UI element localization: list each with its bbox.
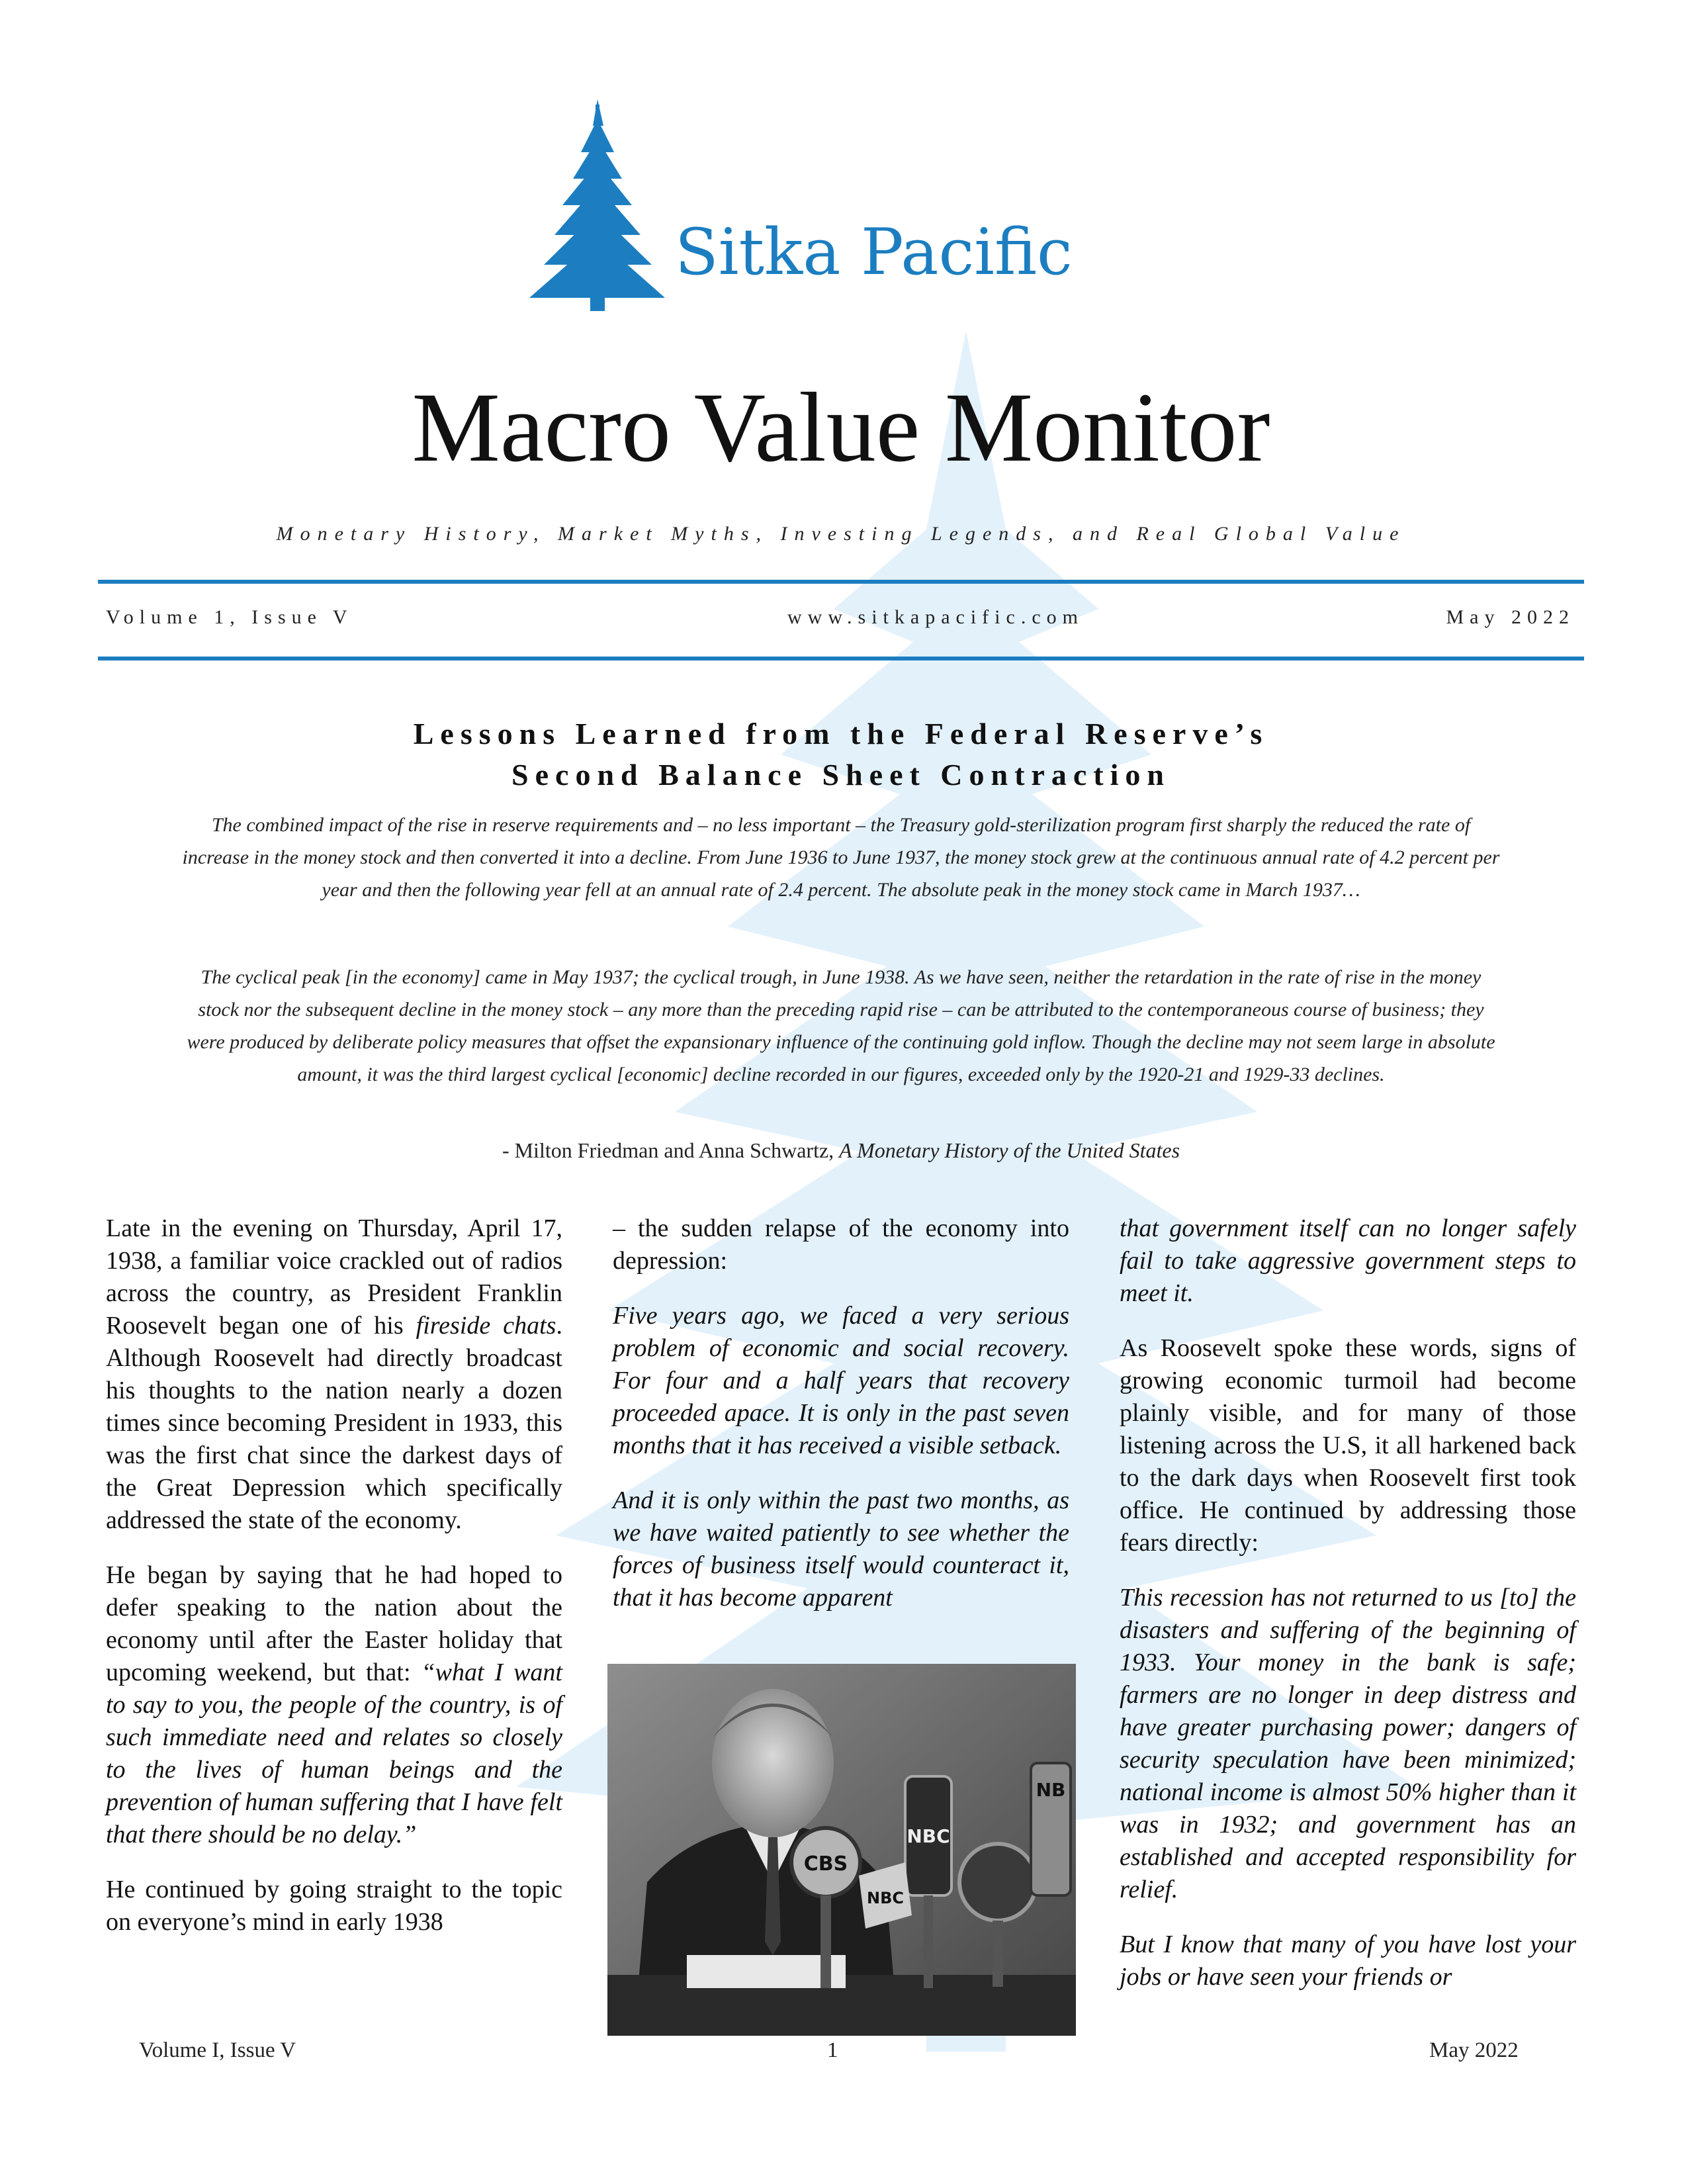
mic-label-nbc: NBC <box>907 1825 950 1847</box>
footer-page-number: 1 <box>827 2038 838 2062</box>
mic-label-nb: NB <box>1036 1779 1066 1801</box>
text-run: . Although Roosevelt had directly broadcast his thoughts to the nation nearly a dozen times since becoming President in 1933, this was the first chat since the darkest days of the Great Depression which specifically addressed the state of the economy. <box>106 1312 562 1534</box>
mic-label-nbc-2: NBC <box>867 1889 904 1907</box>
website: www.sitkapacific.com <box>787 606 1084 628</box>
text-run: He began by saying that he had hoped to defer speaking to the nation about the economy until after the Easter holiday that upcoming weekend, but that: <box>106 1561 562 1686</box>
body-paragraph: He continued by going straight to the topic on everyone’s mind in early 1938 <box>106 1876 562 1936</box>
speech-excerpt: And it is only within the past two months, as we have waited patiently to see whether the forces of business itself would counteract it, that it has become apparent <box>613 1486 1069 1612</box>
body-paragraph: As Roosevelt spoke these words, signs of growing economic turmoil had become plainly visible, and for many of those listening across the U.S, it all harkened back to the dark days when Roosevelt first took office. He continued by addressing those fears directly: <box>1120 1334 1576 1557</box>
quote-attribution <box>0 1138 1682 1163</box>
bottom-divider <box>98 657 1584 660</box>
speech-excerpt: that government itself can no longer safely fail to take aggressive government steps to meet it. <box>1120 1214 1576 1307</box>
issue-info-bar <box>106 606 1575 633</box>
article-title-line-2: Second Balance Sheet Contraction <box>511 758 1171 792</box>
footer-volume: Volume I, Issue V <box>139 2038 296 2062</box>
quote-paragraph-2: The cyclical peak [in the economy] came in May 1937; the cyclical trough, in June 1938. As we have seen, neither the retardation in the rate of rise in the money stock nor the subsequent decline in the money stock – any more than the preceding rapid rise – can be attributed to the contemporaneous course of business; they were produced by deliberate policy measures that offset the expansionary influence of the continuing gold inflow. Though the decline may not seem large in absolute amount, it was the third largest cyclical [economic] decline recorded in our figures, exceeded only by the 1920-21 and 1929-33 declines. <box>187 966 1495 1085</box>
emphasis: “what I want to say to you, the people of the country, is of such immediate need and relates so closely to the lives of human beings and the prevention of human suffering that I have felt that there should be no delay.” <box>106 1659 562 1848</box>
roosevelt-photo <box>607 1664 1076 2036</box>
mic-label-cbs: CBS <box>803 1852 848 1876</box>
speech-excerpt: Five years ago, we faced a very serious problem of economic and social recovery. For four and a half years that recovery proceeded apace. It is only in the past seven months that it has received a visible setback. <box>613 1302 1069 1459</box>
column-2 <box>613 1212 1069 1637</box>
logo <box>529 99 1125 318</box>
column-1 <box>106 1212 562 1961</box>
quote-paragraph-1: The combined impact of the rise in reserve requirements and – no less important – the Treasury gold-sterilization program first sharply the reduced the rate of increase in the money stock and then converted it into a decline. From June 1936 to June 1937, the money stock grew at the continuous annual rate of 4.2 percent per year and then the following year fell at an annual rate of 2.4 percent. The absolute peak in the money stock came in March 1937… <box>182 814 1500 901</box>
issue-date: May 2022 <box>1446 606 1575 628</box>
emphasis: fireside chats <box>416 1312 556 1340</box>
spruce-tree-icon <box>529 99 668 318</box>
speech-excerpt: This recession has not returned to us [to] the disasters and suffering of the beginning of 1933. Your money in the bank is safe; farmers are no longer in deep distress and have greater purchasing power; dangers of security speculation have been minimized; national income is almost 50% higher than it was in 1932; and government has an established and accepted responsibility for relief. <box>1120 1584 1576 1903</box>
top-divider <box>98 580 1584 584</box>
brand-name: Sitka Pacific <box>675 215 1073 289</box>
tagline: Monetary History, Market Myths, Investing Legends, and Real Global Value <box>276 523 1406 545</box>
speech-excerpt: But I know that many of you have lost your jobs or have seen your friends or <box>1120 1931 1576 1991</box>
body-paragraph: – the sudden relapse of the economy into depression: <box>613 1214 1069 1275</box>
volume-issue: Volume 1, Issue V <box>106 606 353 628</box>
body-paragraph <box>106 1559 562 1851</box>
column-3 <box>1120 1212 1576 2016</box>
body-paragraph <box>106 1212 562 1537</box>
footer-date: May 2022 <box>1429 2038 1519 2062</box>
attribution-authors: - Milton Friedman and Anna Schwartz, <box>502 1138 840 1162</box>
page-title: Macro Value Monitor <box>412 373 1270 482</box>
text-run: Late in the evening on Thursday, April 17, 1938, a familiar voice crackled out of radios across the country, as President Franklin Roosevelt began one of his <box>106 1214 562 1340</box>
attribution-book: A Monetary History of the United States <box>839 1138 1180 1162</box>
article-title-line-1: Lessons Learned from the Federal Reserve’s <box>413 717 1269 751</box>
article-title <box>0 713 1682 796</box>
